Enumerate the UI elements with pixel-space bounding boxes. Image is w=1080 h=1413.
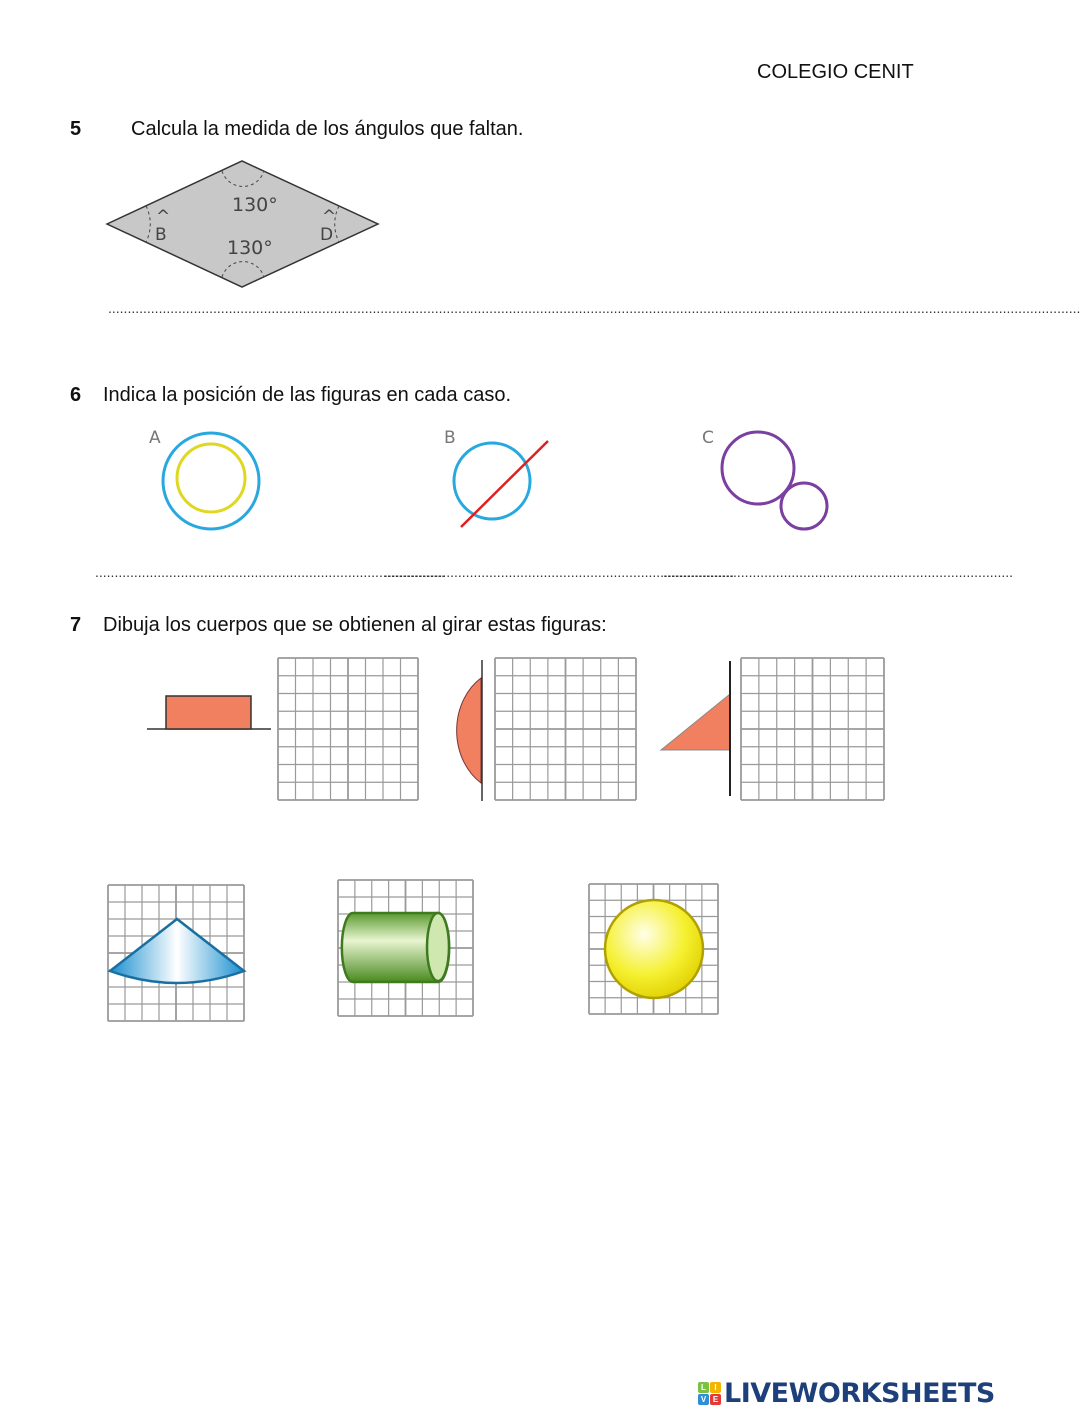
answer-line-6a[interactable]: .......................................................................................... xyxy=(95,564,446,580)
school-name: COLEGIO CENIT xyxy=(757,61,914,83)
answer-line-5[interactable]: .......................................................................................................................................................................................................................................................... xyxy=(108,300,1080,316)
question-5-text: Calcula la medida de los ángulos que faltan. xyxy=(131,118,524,140)
question-6-number: 6 xyxy=(70,384,82,406)
case-c-label: C xyxy=(702,428,714,448)
logo-cubes-icon xyxy=(698,1382,721,1405)
hat-b: ^ xyxy=(156,207,171,227)
question-6-text: Indica la posición de las figuras en cada caso. xyxy=(103,384,512,406)
angle-bottom-label: 130° xyxy=(227,237,273,259)
semicircle-shape xyxy=(457,678,481,783)
line-b xyxy=(461,441,548,527)
cone-solid xyxy=(110,919,244,983)
triangle-shape xyxy=(661,694,730,750)
question-5-number: 5 xyxy=(70,118,82,140)
circle-b xyxy=(454,443,530,519)
answer-line-6c[interactable]: .......................................................................................... xyxy=(663,564,1014,580)
drawing-grid-3[interactable] xyxy=(741,658,884,800)
answer-line-6b[interactable]: .......................................................................................... xyxy=(384,564,735,580)
rectangle-shape xyxy=(166,696,251,729)
drawing-grid-2[interactable] xyxy=(495,658,636,800)
logo-cube: V xyxy=(698,1394,709,1405)
rhombus-figure xyxy=(107,161,378,287)
sphere-solid xyxy=(605,900,703,998)
cylinder-solid xyxy=(342,913,449,982)
circle-c-small xyxy=(781,483,827,529)
angle-top-label: 130° xyxy=(232,194,278,216)
circle-a-inner xyxy=(177,444,245,512)
case-a-label: A xyxy=(149,428,161,448)
logo-cube: L xyxy=(698,1382,709,1393)
question-7-text: Dibuja los cuerpos que se obtienen al girar estas figuras: xyxy=(103,614,607,636)
drawing-grid-1[interactable] xyxy=(278,658,418,800)
case-b-label: B xyxy=(444,428,456,448)
hat-d: ^ xyxy=(322,207,337,227)
liveworksheets-logo xyxy=(698,1378,995,1409)
rhombus xyxy=(107,161,378,287)
logo-text: LIVEWORKSHEETS xyxy=(724,1378,995,1409)
label-b: B xyxy=(155,225,167,245)
label-d: D xyxy=(320,225,334,245)
logo-cube: I xyxy=(710,1382,721,1393)
question-7-number: 7 xyxy=(70,614,82,636)
logo-cube: E xyxy=(710,1394,721,1405)
